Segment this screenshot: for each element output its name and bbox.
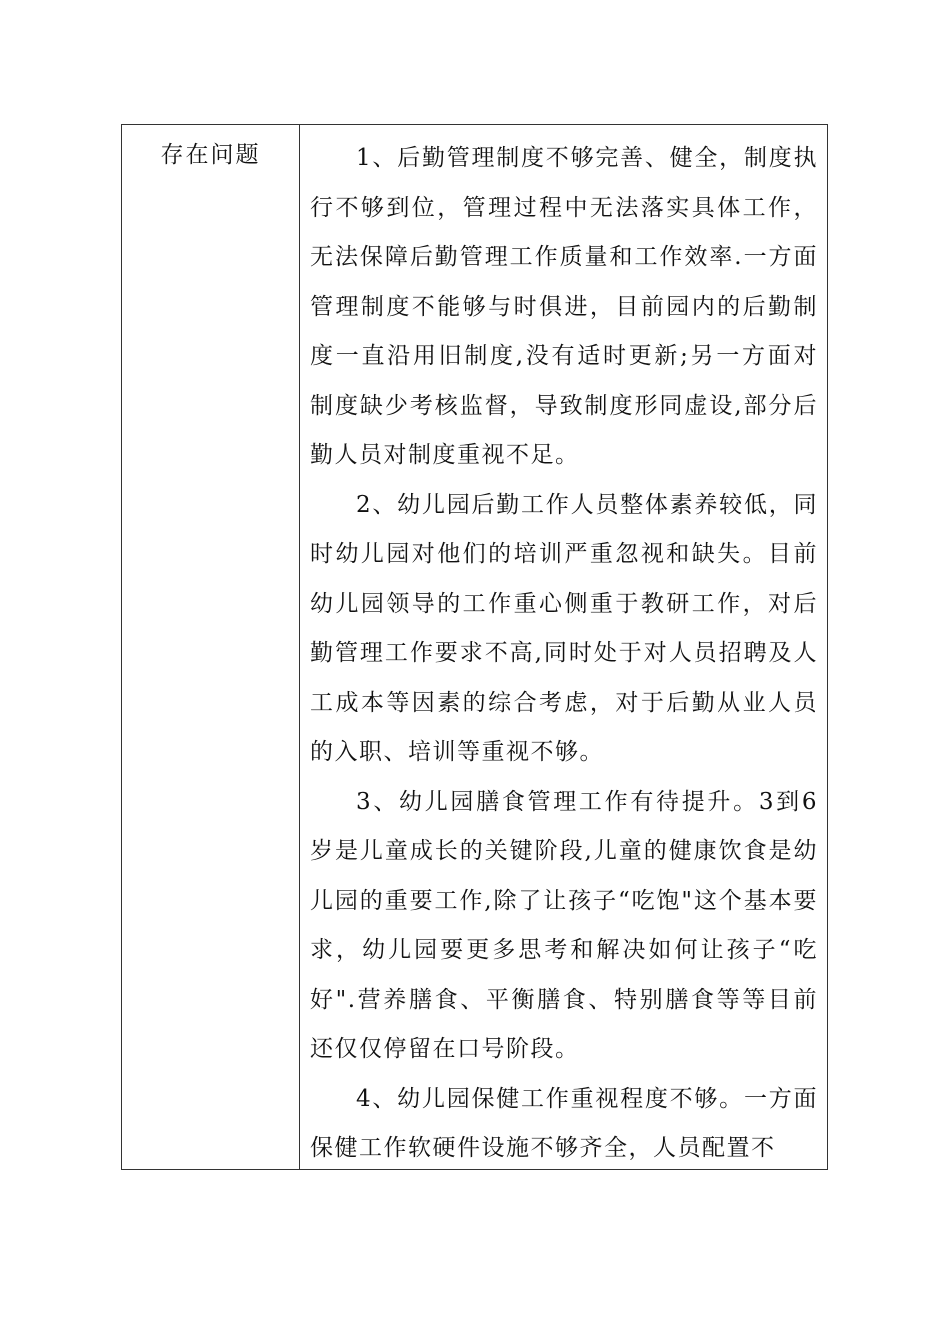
issues-table xyxy=(121,124,828,1170)
issue-paragraph-4: 4、幼儿园保健工作重视程度不够。一方面保健工作软硬件设施不够齐全，人员配置不 xyxy=(310,1085,818,1161)
issue-paragraph-3: 3、幼儿园膳食管理工作有待提升。3到6岁是儿童成长的关键阶段,儿童的健康饮食是幼儿园的重要工作,除了让孩子“吃饱"这个基本要求，幼儿园要更多思考和解决如何让孩子“吃好".营养膳食、平衡膳食、特别膳食等等目前还仅仅停留在口号阶段。 xyxy=(310,788,818,1062)
issue-paragraph-2: 2、幼儿园后勤工作人员整体素养较低，同时幼儿园对他们的培训严重忽视和缺失。目前幼儿园领导的工作重心侧重于教研工作，对后勤管理工作要求不高,同时处于对人员招聘及人工成本等因素的综合考虑，对于后勤从业人员的入职、培训等重视不够。 xyxy=(310,491,818,765)
row-content-cell xyxy=(300,125,827,1169)
row-label-cell xyxy=(122,125,300,1169)
issue-paragraph-1: 1、后勤管理制度不够完善、健全，制度执行不够到位，管理过程中无法落实具体工作，无法保障后勤管理工作质量和工作效率.一方面管理制度不能够与时俱进，目前园内的后勤制度一直沿用旧制度,没有适时更新;另一方面对制度缺少考核监督，导致制度形同虚设,部分后勤人员对制度重视不足。 xyxy=(310,145,818,468)
row-label: 存在问题 xyxy=(160,142,261,168)
